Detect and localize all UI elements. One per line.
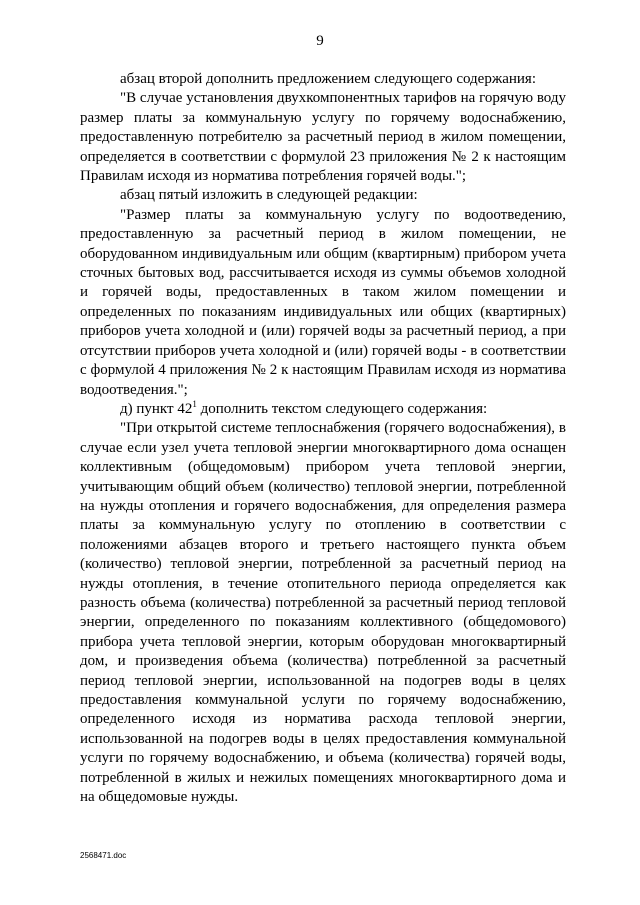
paragraph-quote-heating: "При открытой системе теплоснабжения (горячего водоснабжения), в случае если узел учета тепловой энергии многоквартирного дома оснащен коллективным (общедомовым) прибором учета тепловой энергии, учитывающим общий объем (количество) тепловой энергии, потребленной на нужды отопления и горячего водоснабжения, для определения размера платы за коммунальную услугу по отоплению в соответствии с положениями абзацев второго и третьего настоящего пункта объем (количество) тепловой энергии, потребленной за расчетный период на нужды отопления, в течение отопительного периода определяется как разность объема (количества) потребленной за расчетный период тепловой энергии, определенного по показаниям коллективного (общедомового) прибора учета тепловой энергии, которым оборудован многоквартирный дом, и произведения объема (количества) потребленной за расчетный период тепловой энергии, использованной на подогрев воды в целях предоставления коммунальной услуги по горячему водоснабжению, определенного исходя из норматива расхода тепловой энергии, использованной на подогрев воды в целях предоставления коммунальной услуги по горячему водоснабжению, и объема (количества) горячей воды, потребленной в жилых и нежилых помещениях многоквартирного дома и на общедомовые нужды. bbox=[80, 420, 566, 806]
item-d-prefix: д) пункт 42 bbox=[120, 400, 193, 417]
paragraph-item-d bbox=[80, 400, 566, 419]
paragraph-quote-drainage: "Размер платы за коммунальную услугу по водоотведению, предоставленную за расчетный период в жилом помещении, не оборудованном индивидуальным или общим (квартирным) прибором учета сточных бытовых вод, рассчитывается исходя из суммы объемов холодной и горячей воды, предоставленных в таком жилом помещении и определенных по показаниям индивидуальных или общих (квартирных) приборов учета холодной и (или) горячей воды за расчетный период, а при отсутствии приборов учета холодной и (или) горячей воды - в соответствии с формулой 4 приложения № 2 к настоящим Правилам исходя из норматива водоотведения."; bbox=[80, 206, 566, 398]
paragraph-quote-hot-water: "В случае установления двухкомпонентных тарифов на горячую воду размер платы за коммунальную услугу по горячему водоснабжению, предоставленную потребителю за расчетный период в жилом помещении, определяется в соответствии с формулой 23 приложения № 2 к настоящим Правилам исходя из норматива потребления горячей воды."; bbox=[80, 90, 566, 185]
page-number: 9 bbox=[316, 33, 324, 49]
item-d-superscript: 1 bbox=[192, 398, 197, 409]
paragraph-amend-fifth: абзац пятый изложить в следующей редакции: bbox=[120, 187, 418, 204]
item-d-suffix: дополнить текстом следующего содержания: bbox=[196, 400, 488, 417]
paragraph-amend-second: абзац второй дополнить предложением следующего содержания: bbox=[120, 71, 536, 87]
file-footer: 2568471.doc bbox=[80, 851, 127, 860]
document-body bbox=[80, 70, 566, 807]
